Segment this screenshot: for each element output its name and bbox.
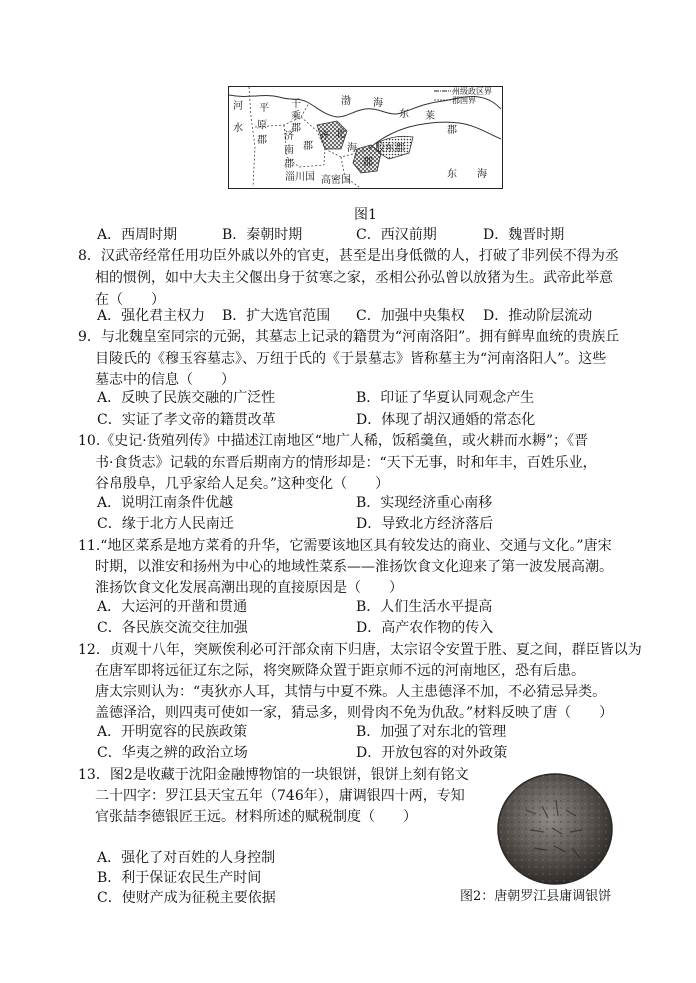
map-label: 胶东郡 [375, 143, 405, 154]
q10-stem-line2: 书·食货志》记载的东晋后期南方的情形却是：“天下无事，时和年丰，百姓乐业， [95, 455, 597, 471]
map-label: 东 [447, 169, 457, 180]
q12-stem-line1: 12．贞观十八年，突厥俟利必可汗部众南下归唐，太宗诏令安置于胜、夏之间，群臣皆以为 [78, 642, 642, 658]
q8-option-b: B．扩大选官范围 [222, 308, 331, 324]
map-label: 淄川国 [285, 172, 315, 183]
map-label: 郡 [284, 159, 294, 170]
q8-stem-line3: 在（ ） [95, 292, 165, 308]
map-label: 千 [291, 99, 301, 110]
q13-option-a: A．强化了对百姓的人身控制 [97, 850, 276, 866]
q10-option-d: D．导致北方经济落后 [356, 516, 494, 532]
map-label: 渤 [341, 96, 351, 107]
q11-option-a: A．大运河的开凿和贯通 [97, 599, 248, 615]
q8-option-a: A．强化君主权力 [97, 308, 206, 324]
map-label: 郡 [363, 157, 373, 168]
map-label: 平 [259, 103, 269, 114]
legend-province: 州级政区界 [452, 87, 492, 96]
q9-option-d: D．体现了胡汉通婚的常态化 [356, 412, 536, 428]
map-label: 海 [347, 143, 357, 154]
q13-stem-line2: 二十四字：罗江县天宝五年（746年），庸调银四十两，专知 [95, 788, 465, 804]
q11-stem-line2: 时期，以淮安和扬州为中心的地域性菜系——淮扬饮食文化迎来了第一波发展高潮。 [95, 559, 613, 575]
q13-option-b: B．利于保证农民生产时间 [97, 870, 262, 886]
q13-stem-line1: 13．图2是收藏于沈阳金融博物馆的一块银饼，银饼上刻有铭文 [78, 767, 469, 783]
q8-option-c: C．加强中央集权 [356, 308, 465, 324]
q7-option-a: A．西周时期 [97, 227, 178, 243]
q11-option-d: D．高产农作物的传入 [356, 620, 494, 636]
figure-2-silver-cake-photo [496, 770, 614, 888]
q9-option-a: A．反映了民族交融的广泛性 [97, 390, 276, 406]
q7-option-d: D．魏晋时期 [483, 227, 565, 243]
q11-stem-line1: 11.“地区菜系是地方菜肴的升华，它需要该地区具有较发达的商业、交通与文化。”唐宋 [78, 538, 612, 554]
q9-option-c: C．实证了孝文帝的籍贯改革 [97, 412, 276, 428]
q9-option-b: B．印证了华夏认同观念产生 [356, 390, 535, 406]
q11-option-c: C．各民族交流交往加强 [97, 620, 248, 636]
q8-stem-line1: 8．汉武帝经常任用功臣外戚以外的官吏，甚至是出身低微的人，打破了非列侯不得为丞 [78, 248, 619, 264]
map-label: 齐 [319, 131, 329, 142]
q12-stem-line3: 唐太宗则认为：“夷狄亦人耳，其情与中夏不殊。人主患德泽不加，不必猜忌异类。 [95, 684, 607, 700]
q13-stem-line3: 官张喆李德银匠王远。材料所述的赋税制度（ ） [95, 809, 417, 825]
map-label: 北 [335, 129, 345, 140]
q12-stem-line4: 盖德泽洽，则四夷可使如一家，猜忌多，则骨肉不免为仇敌。”材料反映了唐（ ） [95, 705, 614, 721]
map-label: 水 [233, 123, 243, 134]
map-label: 乘 [291, 111, 301, 122]
q10-stem-line3: 谷帛殷阜，几乎家给人足矣。”这种变化（ ） [95, 476, 390, 492]
map-label: 河 [233, 101, 243, 112]
q12-stem-line2: 在唐军即将远征辽东之际，将突厥降众置于距京师不远的河南地区，恐有后患。 [95, 663, 585, 679]
map-label: 莱 [425, 111, 435, 122]
map-label: 海 [477, 169, 487, 180]
q13-option-c: C．使财产成为征税主要依据 [97, 890, 276, 906]
figure-2-caption: 图2：唐朝罗江县庸调银饼 [460, 889, 612, 904]
q11-stem-line3: 淮扬饮食文化发展高潮出现的直接原因是（ ） [95, 580, 403, 596]
silver-cake-image [496, 770, 614, 888]
q9-stem-line1: 9．与北魏皇室同宗的元弼，其墓志上记录的籍贯为“河南洛阳”。拥有鲜卑血统的贵族丘 [78, 329, 620, 345]
q12-option-d: D．开放包容的对外政策 [356, 745, 508, 761]
q12-option-c: C．华夷之辨的政治立场 [97, 745, 248, 761]
map-label: 原 [257, 120, 267, 131]
map-label: 郡 [447, 125, 457, 136]
q7-option-c: C．西汉前期 [356, 227, 437, 243]
q8-stem-line2: 相的惯例，如中大夫主父偃出身于贫寒之家，丞相公孙弘曾以放猪为生。武帝此举意 [95, 270, 613, 286]
map-label: 高密国 [321, 175, 351, 186]
q11-option-b: B．人们生活水平提高 [356, 599, 493, 615]
q10-option-b: B．实现经济重心南移 [356, 495, 493, 511]
map-label: 南 [284, 145, 294, 156]
q10-option-a: A．说明江南条件优越 [97, 495, 234, 511]
figure-1-map [228, 86, 503, 189]
q9-stem-line3: 墓志中的信息（ ） [95, 372, 235, 388]
q10-stem-line1: 10.《史记·货殖列传》中描述江南地区“地广人稀，饭稻羹鱼，或火耕而水耨”；《晋 [78, 433, 589, 449]
q8-option-d: D．推动阶层流动 [483, 308, 593, 324]
map-label: 东 [399, 109, 409, 120]
map-label: 济 [284, 131, 294, 142]
q10-option-c: C．缘于北方人民南迁 [97, 516, 234, 532]
q12-option-a: A．开明宽容的民族政策 [97, 724, 248, 740]
map-label: 郡 [303, 141, 313, 152]
boundary-line [249, 87, 255, 187]
q7-option-b: B．秦朝时期 [222, 227, 303, 243]
q9-stem-line2: 目陵氏的《穆玉容墓志》、万纽于氏的《于景墓志》皆称墓主为“河南洛阳人”。这些 [95, 351, 607, 367]
map-label: 海 [373, 98, 383, 109]
map-label: 郡 [257, 135, 267, 146]
figure-1-caption: 图1 [354, 207, 377, 223]
map-label: 郡 [291, 123, 301, 134]
q12-option-b: B．加强了对东北的管理 [356, 724, 507, 740]
legend-commandery: 郡国界 [452, 96, 476, 105]
